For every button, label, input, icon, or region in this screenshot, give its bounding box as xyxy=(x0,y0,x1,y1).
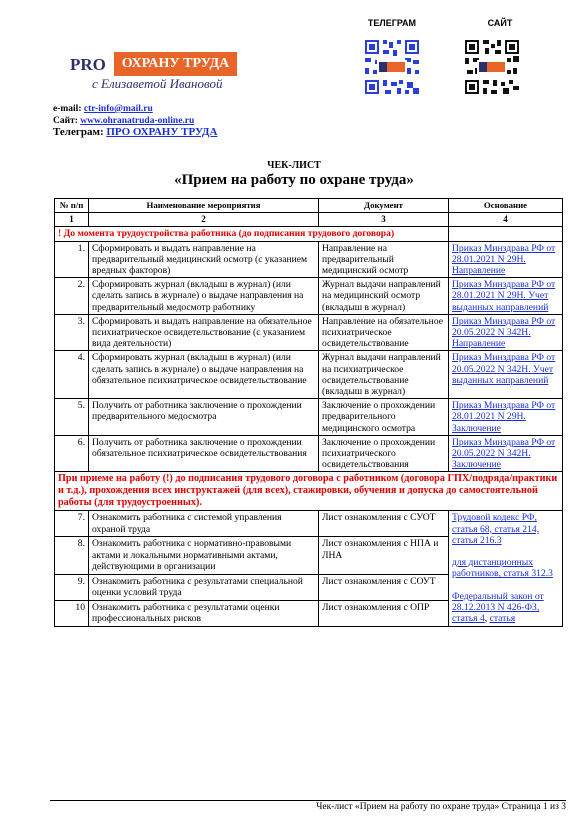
site-label: Сайт: xyxy=(53,115,78,126)
site-link[interactable]: www.ohranatruda-online.ru xyxy=(80,115,195,126)
row-basis-link[interactable]: Приказ Минздрава РФ от 20.05.2022 N 342Н. Заключение xyxy=(452,436,556,471)
row-action: Сформировать и выдать направление на обязательное психиатрическое освидетельствование (с указанием вида деятельности) xyxy=(89,314,319,351)
row-number: 7. xyxy=(55,511,89,537)
telegram-label: Телеграм: xyxy=(53,126,104,138)
telegram-link[interactable]: ПРО ОХРАНУ ТРУДА xyxy=(106,126,218,138)
email-link[interactable]: ctr-info@mail.ru xyxy=(83,104,153,114)
doc-heading: ЧЕК-ЛИСТ xyxy=(267,160,321,171)
row-action: Ознакомить работника с нормативно-правовыми актами и локальными нормативными актами, действующими в организации xyxy=(89,537,319,574)
row-document: Лист ознакомления с НПА и ЛНА xyxy=(319,537,449,574)
table-row xyxy=(55,511,563,537)
table-row xyxy=(55,278,563,315)
row-action: Ознакомить работника с результатами оценки профессиональных рисков xyxy=(89,600,319,626)
row-document: Направление на предварительный медицинский осмотр xyxy=(319,241,449,278)
table-row xyxy=(55,399,563,436)
table-header-row xyxy=(55,199,563,213)
row-document: Журнал выдачи направлений на психиатрическое освидетельствование (вкладыш в журнал) xyxy=(319,351,449,399)
row-basis-link[interactable]: Приказ Минздрава РФ от 28.01.2021 N 29Н. Учет выданных направлений xyxy=(452,279,556,313)
basis-link-fz[interactable]: Федеральный закон от 28.12.2013 N 426-ФЗ, статья 4 xyxy=(452,590,544,625)
row-document: Журнал выдачи направлений на медицинский осмотр (вкладыш в журнал) xyxy=(319,278,449,315)
empty-cell xyxy=(449,227,563,241)
contacts-block xyxy=(53,104,217,139)
logo-pro: PRO xyxy=(70,55,106,74)
row-document: Лист ознакомления с ОПР xyxy=(319,600,449,626)
table-row xyxy=(55,351,563,399)
row-number: 3. xyxy=(55,314,89,351)
row-number: 9. xyxy=(55,574,89,600)
column-header: Документ xyxy=(319,199,449,213)
row-action: Сформировать и выдать направление на предварительный медицинский осмотр (с указанием вредных факторов) xyxy=(89,241,319,278)
row-basis-link[interactable]: Приказ Минздрава РФ от 20.05.2022 N 342Н. Направление xyxy=(452,315,556,350)
basis-link-tk[interactable]: Трудовой кодекс РФ, статья 68, статья 214, статья 216.3 xyxy=(452,512,540,546)
row-document: Направление на обязательное психиатрическое освидетельствование xyxy=(319,314,449,351)
footer-divider xyxy=(50,800,566,801)
table-row xyxy=(55,435,563,472)
qr-telegram-title: ТЕЛЕГРАМ xyxy=(367,18,417,28)
column-header: № п/п xyxy=(55,199,89,213)
row-document: Заключение о прохождении психиатрического освидетельствования xyxy=(319,435,449,472)
row-basis-link[interactable]: Приказ Минздрава РФ от 28.01.2021 N 29Н. Направление xyxy=(452,242,556,277)
section-row xyxy=(55,472,563,511)
column-number: 2 xyxy=(89,213,319,227)
column-number: 4 xyxy=(449,213,563,227)
row-number: 10 xyxy=(55,600,89,626)
logo-subtitle: с Елизаветой Ивановой xyxy=(92,76,223,91)
row-number: 5. xyxy=(55,399,89,436)
row-number: 8. xyxy=(55,537,89,574)
row-document: Лист ознакомления с СОУТ xyxy=(319,574,449,600)
row-document: Лист ознакомления с СУОТ xyxy=(319,511,449,537)
column-number: 3 xyxy=(319,213,449,227)
page-footer: Чек-лист «Прием на работу по охране труда» Страница 1 из 3 xyxy=(316,802,566,812)
qr-code-telegram-icon[interactable] xyxy=(363,38,421,96)
logo xyxy=(70,52,250,92)
column-header: Наименование мероприятия xyxy=(89,199,319,213)
row-action: Сформировать журнал (вкладыш в журнал) (или сделать запись в журнале) о выдаче направления на предварительный медосмотр работнику xyxy=(89,278,319,315)
row-basis-link[interactable]: Приказ Минздрава РФ от 28.01.2021 N 29Н. Заключение xyxy=(452,400,556,434)
logo-box: ОХРАНУ ТРУДА xyxy=(114,52,237,76)
section-row xyxy=(55,227,563,241)
column-number: 1 xyxy=(55,213,89,227)
row-number: 2. xyxy=(55,278,89,315)
row-action: Ознакомить работника с результатами специальной оценки условий труда xyxy=(89,574,319,600)
email-label: e-mail: xyxy=(53,104,82,114)
checklist-table xyxy=(54,198,563,627)
row-number: 1. xyxy=(55,241,89,278)
row-action: Сформировать журнал (вкладыш в журнал) (или сделать запись в журнале) о выдаче направления на обязательное психиатрическое освидетельствование xyxy=(89,351,319,399)
row-basis-link[interactable]: Приказ Минздрава РФ от 20.05.2022 N 342Н. Учет выданных направлений xyxy=(452,352,556,386)
basis-link-article[interactable]: статья xyxy=(489,613,516,625)
row-action: Получить от работника заключение о прохождении обязательное психиатрическое освидетельствования xyxy=(89,435,319,472)
row-action: Получить от работника заключение о прохождении предварительного медосмотра xyxy=(89,399,319,436)
row-document: Заключение о прохождении предварительного медицинского осмотра xyxy=(319,399,449,436)
column-header: Основание xyxy=(449,199,563,213)
table-row xyxy=(55,314,563,351)
section-title-1: ! До момента трудоустройства работника (до подписания трудового договора) xyxy=(55,227,449,241)
column-number-row xyxy=(55,213,563,227)
basis-link-remote[interactable]: для дистанционных работников, статья 312.3 xyxy=(452,557,553,580)
basis-separator: , xyxy=(484,613,488,625)
section-title-2: При приеме на работу (!) до подписания трудового договора с работником (договора ГПХ/подряда/практики и т.д.), прохождения всех инструктажей (для всех), стажировки, обучения и допуска до самостоятельной работы (для трудоустроенных). xyxy=(55,472,563,511)
row-action: Ознакомить работника с системой управления охраной труда xyxy=(89,511,319,537)
qr-site-title: САЙТ xyxy=(487,18,513,28)
row-number: 6. xyxy=(55,435,89,472)
row-basis-combined xyxy=(449,511,563,626)
table-row xyxy=(55,241,563,278)
doc-title: «Прием на работу по охране труда» xyxy=(174,172,414,188)
row-number: 4. xyxy=(55,351,89,399)
qr-code-site-icon[interactable] xyxy=(463,38,521,96)
